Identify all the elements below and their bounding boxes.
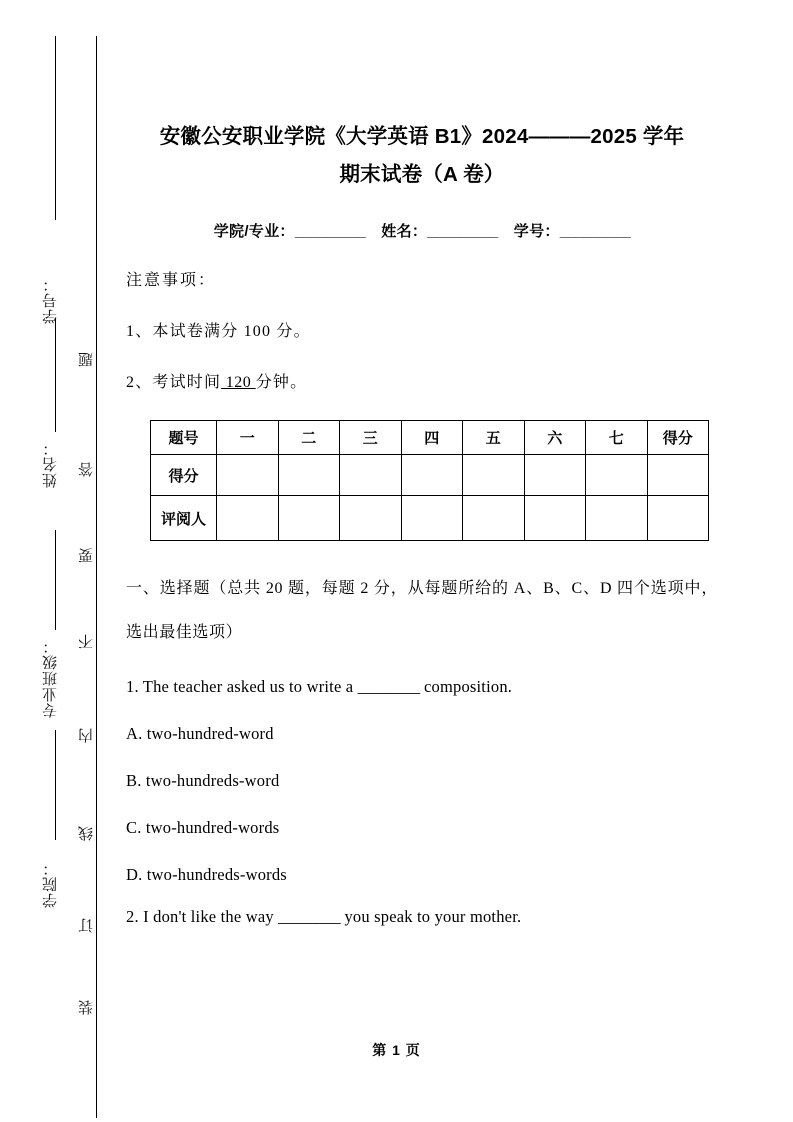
- question-1-stem: [126, 655, 718, 697]
- seal-broken-line-segment: [55, 318, 56, 432]
- paper-content: [126, 0, 718, 1122]
- section-1-heading: 一、选择题（总共 20 题，每题 2 分，从每题所给的 A、B、C、D 四个选项中，选出最佳选项）: [126, 580, 718, 641]
- score-cell[interactable]: [524, 455, 586, 496]
- page-title: [126, 0, 718, 194]
- marker-cell[interactable]: [340, 496, 402, 541]
- student-id-label: 学号：: [513, 223, 560, 240]
- duration-suffix: 分钟。: [255, 374, 308, 391]
- marker-cell[interactable]: [278, 496, 340, 541]
- seal-solid-vertical-line: [96, 36, 97, 1118]
- seal-broken-line-segment: [55, 36, 56, 220]
- score-cell[interactable]: [586, 455, 648, 496]
- duration-prefix: 2、考试时间: [126, 374, 222, 391]
- row-label-marker: 评阅人: [151, 496, 217, 541]
- th-section-7: 七: [586, 421, 648, 455]
- score-cell[interactable]: [647, 455, 709, 496]
- q1-stem-before: 1. The teacher asked us to write a: [126, 677, 358, 696]
- question-1-option-b[interactable]: B. two-hundreds-word: [126, 771, 280, 790]
- marker-cell[interactable]: [586, 496, 648, 541]
- seal-label-name: 姓名：: [43, 440, 59, 488]
- q2-answer-blank[interactable]: ________: [278, 907, 341, 926]
- th-question-no: 题号: [151, 421, 217, 455]
- student-id-input[interactable]: _________: [559, 223, 631, 240]
- th-section-3: 三: [340, 421, 402, 455]
- seal-label-college: 学院：: [43, 860, 59, 908]
- marker-cell[interactable]: [647, 496, 709, 541]
- college-major-input[interactable]: _________: [294, 223, 366, 240]
- seal-char-ti: 题: [79, 352, 95, 367]
- q2-stem-before: 2. I don't like the way: [126, 907, 279, 926]
- seal-broken-line-segment: [55, 730, 56, 840]
- seal-label-class: 专业班级：: [43, 638, 59, 718]
- page-title-line-2: 期末试卷（A 卷）: [339, 163, 505, 186]
- th-section-1: 一: [217, 421, 279, 455]
- th-section-5: 五: [463, 421, 525, 455]
- table-row-score: [151, 455, 709, 496]
- marker-cell[interactable]: [463, 496, 525, 541]
- question-1-option-c[interactable]: C. two-hundred-words: [126, 818, 280, 837]
- note-item-total-score: 1、本试卷满分 100 分。: [126, 323, 311, 340]
- seal-char-yao: 要: [79, 548, 95, 563]
- seal-char-nei: 内: [79, 728, 95, 743]
- th-total-score: 得分: [647, 421, 709, 455]
- q2-stem-after: you speak to your mother.: [340, 907, 522, 926]
- score-cell[interactable]: [278, 455, 340, 496]
- college-major-label: 学院/专业：: [213, 223, 295, 240]
- score-cell[interactable]: [217, 455, 279, 496]
- marker-cell[interactable]: [217, 496, 279, 541]
- page-title-line-1: 安徽公安职业学院《大学英语 B1》2024———2025 学年: [159, 125, 685, 148]
- score-table-container: [126, 392, 718, 541]
- question-1-option-a[interactable]: A. two-hundred-word: [126, 724, 274, 743]
- name-input[interactable]: _________: [427, 223, 498, 240]
- seal-char-xian: 线: [79, 826, 95, 841]
- th-section-2: 二: [278, 421, 340, 455]
- notes-heading: 注意事项：: [126, 272, 217, 289]
- table-row-header: [151, 421, 709, 455]
- marker-cell[interactable]: [524, 496, 586, 541]
- seal-char-zhuang: 装: [79, 1000, 95, 1015]
- th-section-4: 四: [401, 421, 463, 455]
- seal-char-da: 答: [79, 462, 95, 477]
- row-label-score: 得分: [151, 455, 217, 496]
- seal-label-student-id: 学号：: [43, 276, 59, 324]
- q1-answer-blank[interactable]: ________: [357, 677, 420, 696]
- score-cell[interactable]: [463, 455, 525, 496]
- table-row-marker: [151, 496, 709, 541]
- seal-broken-line-segment: [55, 530, 56, 630]
- note-item-duration: [126, 341, 718, 392]
- score-table: [150, 420, 709, 541]
- question-2-stem: [126, 885, 718, 927]
- seal-char-ding: 订: [79, 918, 95, 933]
- q1-stem-after: composition.: [419, 677, 513, 696]
- student-info-fields: [126, 220, 718, 241]
- seal-char-bu: 不: [79, 634, 95, 649]
- page-footer: 第 1 页: [372, 1042, 421, 1058]
- question-1-option-d[interactable]: D. two-hundreds-words: [126, 865, 287, 884]
- score-cell[interactable]: [401, 455, 463, 496]
- marker-cell[interactable]: [401, 496, 463, 541]
- score-cell[interactable]: [340, 455, 402, 496]
- th-section-6: 六: [524, 421, 586, 455]
- name-label: 姓名：: [381, 223, 428, 240]
- duration-value: 120: [221, 374, 256, 391]
